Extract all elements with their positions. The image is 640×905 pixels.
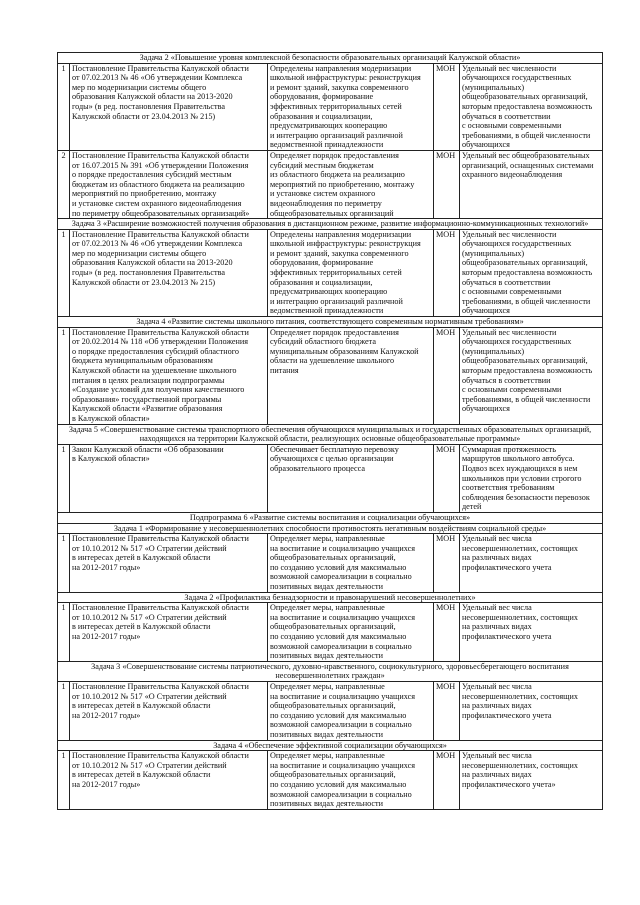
- row-number: 1: [58, 751, 70, 810]
- indicator-cell: Удельный вес численности обучающихся государственных (муниципальных) общеобразовательных организаций, которым предоставлена возможность обучаться в соответствии с основными современными требованиями, в общей численности обучающихся: [460, 327, 603, 424]
- row-number: 1: [58, 63, 70, 150]
- act-content-cell: Обеспечивает бесплатную перевозку обучающихся с целью организации образовательного процесса: [268, 444, 434, 512]
- executor-cell: МОН: [434, 534, 460, 593]
- table-row: [58, 150, 603, 218]
- legal-act-cell: Постановление Правительства Калужской области от 10.10.2012 № 517 «О Стратегии действий в интересах детей в Калужской области на 2012-2017 годы»: [70, 682, 268, 741]
- indicator-cell: Удельный вес числа несовершеннолетних, состоящих на различных видах профилактического учета: [460, 603, 603, 662]
- executor-cell: МОН: [434, 444, 460, 512]
- act-content-cell: Определяет меры, направленные на воспитание и социализацию учащихся общеобразовательных организаций, по созданию условий для максимально возможной самореализации в социально позитивных видах деятельности: [268, 751, 434, 810]
- executor-cell: МОН: [434, 603, 460, 662]
- executor-cell: МОН: [434, 751, 460, 810]
- task-header: Задача 4 «Развитие системы школьного питания, соответствующего современным нормативным требованиям»: [58, 317, 603, 328]
- legal-act-cell: Постановление Правительства Калужской области от 10.10.2012 № 517 «О Стратегии действий в интересах детей в Калужской области на 2012-2017 годы»: [70, 603, 268, 662]
- table-row: [58, 682, 603, 741]
- act-content-cell: Определены направления модернизации школьной инфраструктуры: реконструкция и ремонт зданий, закупка современного оборудования, формирование эффективных территориальных сетей образования и социализации, предусматривающих кооперацию и интеграцию организаций различной ведомственной принадлежности: [268, 63, 434, 150]
- legal-acts-table: [57, 52, 603, 810]
- document-page: [57, 52, 602, 810]
- task-header-row: [58, 317, 603, 328]
- row-number: 1: [58, 327, 70, 424]
- task-header: Задача 2 «Повышение уровня комплексной безопасности образовательных организаций Калужской области»: [58, 53, 603, 64]
- table-body: [58, 53, 603, 810]
- row-number: 1: [58, 444, 70, 512]
- indicator-cell: Суммарная протяженность маршрутов школьного автобуса. Подвоз всех нуждающихся в нем школьников при условии строгого соответствия требованиям соблюдения безопасности перевозок детей: [460, 444, 603, 512]
- table-row: [58, 751, 603, 810]
- task-header-row: [58, 661, 603, 681]
- task-header-row: [58, 523, 603, 534]
- table-row: [58, 63, 603, 150]
- row-number: 2: [58, 150, 70, 218]
- executor-cell: МОН: [434, 63, 460, 150]
- table-row: [58, 444, 603, 512]
- indicator-cell: Удельный вес общеобразовательных организаций, оснащенных системами охранного видеонаблюдения: [460, 150, 603, 218]
- executor-cell: МОН: [434, 229, 460, 316]
- executor-cell: МОН: [434, 150, 460, 218]
- indicator-cell: Удельный вес численности обучающихся государственных (муниципальных) общеобразовательных организаций, которым предоставлена возможность обучаться в соответствии с основными современными требованиями, в общей численности обучающихся: [460, 63, 603, 150]
- task-header: Задача 3 «Расширение возможностей получения образования в дистанционном режиме, развитие информационно-коммуникационных технологий»: [58, 219, 603, 230]
- executor-cell: МОН: [434, 682, 460, 741]
- act-content-cell: Определяет порядок предоставления субсидий областного бюджета муниципальным образованиям Калужской области на удешевление школьного питания: [268, 327, 434, 424]
- row-number: 1: [58, 603, 70, 662]
- row-number: 1: [58, 229, 70, 316]
- legal-act-cell: Постановление Правительства Калужской области от 07.02.2013 № 46 «Об утверждении Комплекса мер по модернизации системы общего образования Калужской области на 2013-2020 годы» (в ред. постановления Правительства Калужской области от 23.04.2013 № 215): [70, 63, 268, 150]
- task-header-row: [58, 53, 603, 64]
- act-content-cell: Определяет меры, направленные на воспитание и социализацию учащихся общеобразовательных организаций, по созданию условий для максимально возможной самореализации в социально позитивных видах деятельности: [268, 682, 434, 741]
- executor-cell: МОН: [434, 327, 460, 424]
- legal-act-cell: Постановление Правительства Калужской области от 20.02.2014 № 118 «Об утверждении Положения о порядке предоставления субсидий областного бюджета муниципальным образованиям Калужской области на удешевление школьного питания в целях реализации подпрограммы «Создание условий для получения качественного образования» государственной программы Калужской области «Развитие образования в Калужской области»: [70, 327, 268, 424]
- legal-act-cell: Закон Калужской области «Об образовании в Калужской области»: [70, 444, 268, 512]
- legal-act-cell: Постановление Правительства Калужской области от 07.02.2013 № 46 «Об утверждении Комплекса мер по модернизации системы общего образования Калужской области на 2013-2020 годы» (в ред. постановления Правительства Калужской области от 23.04.2013 № 215): [70, 229, 268, 316]
- legal-act-cell: Постановление Правительства Калужской области от 10.10.2012 № 517 «О Стратегии действий в интересах детей в Калужской области на 2012-2017 годы»: [70, 751, 268, 810]
- table-row: [58, 229, 603, 316]
- task-header: Подпрограмма 6 «Развитие системы воспитания и социализации обучающихся»: [58, 512, 603, 523]
- task-header: Задача 1 «Формирование у несовершеннолетних способности противостоять негативным воздействиям социальной среды»: [58, 523, 603, 534]
- table-row: [58, 603, 603, 662]
- indicator-cell: Удельный вес числа несовершеннолетних, состоящих на различных видах профилактического учета: [460, 682, 603, 741]
- task-header-row: [58, 740, 603, 751]
- task-header-row: [58, 424, 603, 444]
- act-content-cell: Определяет порядок предоставления субсидий местным бюджетам из областного бюджета на реализацию мероприятий по приобретению, монтажу и установке систем охранного видеонаблюдения по периметру общеобразовательных организаций: [268, 150, 434, 218]
- task-header: Задача 2 «Профилактика безнадзорности и правонарушений несовершеннолетних»: [58, 592, 603, 603]
- table-row: [58, 327, 603, 424]
- task-header: Задача 5 «Совершенствование системы транспортного обеспечения обучающихся муниципальных и государственных образовательных организаций, находящихся на территории Калужской области, реализующих основные общеобразовательные программы»: [58, 424, 603, 444]
- task-header: Задача 3 «Совершенствование системы патриотического, духовно-нравственного, социокультурного, здоровьесберегающего воспитания несовершеннолетних граждан»: [58, 661, 603, 681]
- task-header-row: [58, 512, 603, 523]
- table-row: [58, 534, 603, 593]
- legal-act-cell: Постановление Правительства Калужской области от 10.10.2012 № 517 «О Стратегии действий в интересах детей в Калужской области на 2012-2017 годы»: [70, 534, 268, 593]
- act-content-cell: Определяет меры, направленные на воспитание и социализацию учащихся общеобразовательных организаций, по созданию условий для максимально возможной самореализации в социально позитивных видах деятельности: [268, 603, 434, 662]
- task-header-row: [58, 219, 603, 230]
- task-header: Задача 4 «Обеспечение эффективной социализации обучающихся»: [58, 740, 603, 751]
- indicator-cell: Удельный вес числа несовершеннолетних, состоящих на различных видах профилактического учета: [460, 534, 603, 593]
- row-number: 1: [58, 534, 70, 593]
- row-number: 1: [58, 682, 70, 741]
- indicator-cell: Удельный вес численности обучающихся государственных (муниципальных) общеобразовательных организаций, которым предоставлена возможность обучаться в соответствии с основными современными требованиями, в общей численности обучающихся: [460, 229, 603, 316]
- indicator-cell: Удельный вес числа несовершеннолетних, состоящих на различных видах профилактического учета»: [460, 751, 603, 810]
- act-content-cell: Определяет меры, направленные на воспитание и социализацию учащихся общеобразовательных организаций, по созданию условий для максимально возможной самореализации в социально позитивных видах деятельности: [268, 534, 434, 593]
- task-header-row: [58, 592, 603, 603]
- act-content-cell: Определены направления модернизации школьной инфраструктуры: реконструкция и ремонт зданий, закупка современного оборудования, формирование эффективных территориальных сетей образования и социализации, предусматривающих кооперацию и интеграцию организаций различной ведомственной принадлежности: [268, 229, 434, 316]
- legal-act-cell: Постановление Правительства Калужской области от 16.07.2015 № 391 «Об утверждении Положения о порядке предоставления субсидий местным бюджетам из областного бюджета на реализацию мероприятий по приобретению, монтажу и установке систем охранного видеонаблюдения по периметру общеобразовательных организаций»: [70, 150, 268, 218]
